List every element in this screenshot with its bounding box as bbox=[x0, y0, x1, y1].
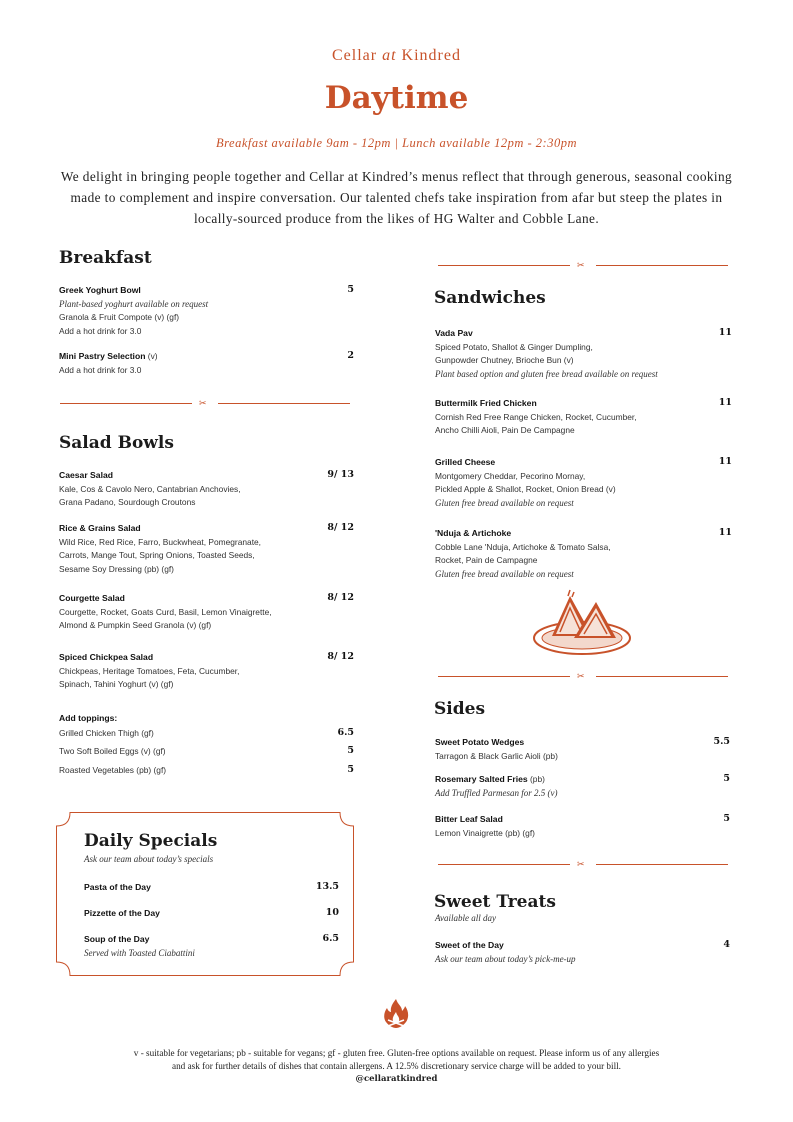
item-name: Sweet Potato Wedges bbox=[435, 737, 525, 747]
item-desc: Cornish Red Free Range Chicken, Rocket, Cucumber, bbox=[435, 411, 637, 422]
item-price: 6.5 bbox=[322, 933, 339, 944]
specials-subtitle: Ask our team about today’s specials bbox=[84, 854, 214, 864]
menu-item-mini-pastry bbox=[59, 350, 329, 377]
item-name: Vada Pav bbox=[435, 328, 473, 338]
item-price: 5.5 bbox=[713, 736, 730, 747]
section-divider bbox=[438, 671, 728, 681]
item-price: 5 bbox=[347, 745, 354, 756]
section-divider bbox=[438, 260, 728, 270]
item-name: Rosemary Salted Fries bbox=[435, 774, 528, 784]
item-note: Add Truffled Parmesan for 2.5 (v) bbox=[435, 787, 558, 798]
special-soup: Soup of the Day Served with Toasted Ciabattini bbox=[84, 934, 195, 958]
menu-item-bitter-leaf-salad bbox=[435, 813, 695, 840]
item-name: Bitter Leaf Salad bbox=[435, 814, 503, 824]
menu-item-rosemary-fries bbox=[435, 773, 695, 800]
item-note: Ask our team about today’s pick-me-up bbox=[435, 953, 576, 964]
item-name: Sweet of the Day bbox=[435, 940, 504, 950]
item-desc: Carrots, Mange Tout, Spring Onions, Toasted Seeds, bbox=[59, 550, 255, 560]
menu-item-buttermilk-chicken bbox=[435, 397, 715, 438]
item-desc: Granola & Fruit Compote (v) (gf) bbox=[59, 312, 180, 322]
scissors-icon: ✂ bbox=[577, 671, 585, 681]
flame-logo-icon bbox=[382, 998, 410, 1030]
item-desc: Courgette, Rocket, Goats Curd, Basil, Lemon Vinaigrette, bbox=[59, 606, 272, 617]
item-price: 5 bbox=[723, 813, 730, 824]
item-desc: Gunpowder Chutney, Brioche Bun (v) bbox=[435, 355, 574, 365]
intro-paragraph: We delight in bringing people together and Cellar at Kindred’s menus reflect that through generous, seasonal cooking made to complement and inspire conversation. Our talented chefs take inspiration from afar but steep the plates in locally-sourced produce from the likes of HG Walter and Cobble Lane. bbox=[60, 169, 733, 226]
item-desc: Ancho Chilli Aioli, Pain De Campagne bbox=[435, 425, 575, 435]
item-desc: Rocket, Pain de Campagne bbox=[435, 555, 538, 565]
item-desc: Lemon Vinaigrette (pb) (gf) bbox=[435, 827, 535, 838]
item-desc: Pickled Apple & Shallot, Rocket, Onion Bread (v) bbox=[435, 484, 616, 494]
item-price: 2 bbox=[347, 350, 354, 361]
sweet-title: Sweet Treats bbox=[434, 892, 556, 912]
item-price: 9/ 13 bbox=[327, 469, 354, 480]
topping-chicken: Grilled Chicken Thigh (gf) bbox=[59, 728, 154, 738]
special-pizzette: Pizzette of the Day bbox=[84, 908, 160, 918]
footer-allergy-line-2: and ask for further details of dishes that contain allergens. A 12.5% discretionary service charge will be added to your bill. bbox=[172, 1061, 621, 1071]
menu-item-greek-yoghurt bbox=[59, 284, 329, 338]
item-name: Spiced Chickpea Salad bbox=[59, 652, 154, 662]
item-desc: Add a hot drink for 3.0 bbox=[59, 325, 142, 336]
item-name: 'Nduja & Artichoke bbox=[435, 528, 512, 538]
item-price: 8/ 12 bbox=[327, 522, 354, 533]
sweet-subtitle: Available all day bbox=[435, 913, 496, 923]
item-desc: Sesame Soy Dressing (pb) (gf) bbox=[59, 563, 174, 574]
item-price: 8/ 12 bbox=[327, 651, 354, 662]
menu-item-nduja-artichoke bbox=[435, 527, 715, 581]
item-name: Mini Pastry Selection bbox=[59, 351, 146, 361]
footer-allergy-line-1: v - suitable for vegetarians; pb - suitable for vegans; gf - gluten free. Gluten-free options available on request. Please inform us of any allergies bbox=[133, 1048, 660, 1058]
item-note: Gluten free bread available on request bbox=[435, 497, 574, 508]
service-hours: Breakfast available 9am - 12pm | Lunch available 12pm - 2:30pm bbox=[215, 136, 577, 150]
item-desc: Cobble Lane 'Nduja, Artichoke & Tomato Salsa, bbox=[435, 541, 611, 552]
toppings-heading: Add toppings: bbox=[59, 713, 118, 723]
item-note: Plant based option and gluten free bread available on request bbox=[435, 368, 658, 379]
item-price: 11 bbox=[718, 397, 732, 408]
item-name: Courgette Salad bbox=[59, 593, 125, 603]
item-price: 11 bbox=[718, 527, 732, 538]
salad-title: Salad Bowls bbox=[59, 433, 174, 453]
scissors-icon: ✂ bbox=[577, 859, 585, 869]
brand-post: Kindred bbox=[401, 47, 461, 64]
item-note: Gluten free bread available on request bbox=[435, 568, 574, 579]
menu-item-grilled-cheese bbox=[435, 456, 715, 510]
item-tag: (v) bbox=[145, 351, 158, 361]
item-tag: (pb) bbox=[527, 774, 545, 784]
item-desc: Spinach, Tahini Yoghurt (v) (gf) bbox=[59, 679, 174, 689]
section-divider bbox=[60, 398, 350, 408]
brand-at: at bbox=[382, 47, 397, 64]
brand-name bbox=[0, 47, 793, 65]
scissors-icon: ✂ bbox=[577, 260, 585, 270]
topping-vegetables: Roasted Vegetables (pb) (gf) bbox=[59, 765, 167, 775]
item-price: 5 bbox=[347, 284, 354, 295]
menu-item-vada-pav bbox=[435, 327, 715, 381]
menu-item-sweet-potato-wedges bbox=[435, 736, 695, 763]
item-price: 5 bbox=[347, 764, 354, 775]
social-handle[interactable]: @cellaratkindred bbox=[355, 1074, 438, 1084]
item-desc: Montgomery Cheddar, Pecorino Mornay, bbox=[435, 470, 586, 481]
specials-title: Daily Specials bbox=[84, 831, 218, 851]
item-price: 4 bbox=[723, 939, 730, 950]
item-name: Rice & Grains Salad bbox=[59, 523, 141, 533]
brand-pre: Cellar bbox=[332, 47, 378, 64]
item-price: 8/ 12 bbox=[327, 592, 354, 603]
menu-item-caesar-salad bbox=[59, 469, 329, 510]
item-desc: Tarragon & Black Garlic Aioli (pb) bbox=[435, 750, 558, 761]
sandwich-illustration-icon bbox=[530, 588, 634, 660]
item-price: 5 bbox=[723, 773, 730, 784]
page-title: Daytime bbox=[324, 80, 469, 116]
item-price: 10 bbox=[325, 907, 339, 918]
item-desc: Kale, Cos & Cavolo Nero, Cantabrian Anchovies, bbox=[59, 483, 241, 494]
menu-item-spiced-chickpea-salad bbox=[59, 651, 339, 692]
footer bbox=[0, 1047, 793, 1086]
scissors-icon: ✂ bbox=[199, 398, 207, 408]
item-price: 13.5 bbox=[315, 881, 339, 892]
item-note: Plant-based yoghurt available on request bbox=[59, 298, 209, 309]
item-price: 11 bbox=[718, 327, 732, 338]
item-desc: Spiced Potato, Shallot & Ginger Dumpling, bbox=[435, 341, 593, 352]
item-name: Buttermilk Fried Chicken bbox=[435, 398, 537, 408]
item-desc: Chickpeas, Heritage Tomatoes, Feta, Cucumber, bbox=[59, 665, 240, 676]
menu-item-sweet-of-day bbox=[435, 939, 695, 966]
item-name: Caesar Salad bbox=[59, 470, 113, 480]
sandwiches-title: Sandwiches bbox=[434, 288, 546, 308]
item-desc: Wild Rice, Red Rice, Farro, Buckwheat, Pomegranate, bbox=[59, 536, 262, 547]
sides-title: Sides bbox=[434, 699, 486, 719]
item-price: 6.5 bbox=[337, 727, 354, 738]
item-name: Greek Yoghurt Bowl bbox=[59, 285, 141, 295]
special-pasta: Pasta of the Day bbox=[84, 882, 151, 892]
item-desc: Almond & Pumpkin Seed Granola (v) (gf) bbox=[59, 620, 212, 630]
topping-eggs: Two Soft Boiled Eggs (v) (gf) bbox=[59, 746, 166, 756]
menu-item-rice-grains-salad bbox=[59, 522, 339, 576]
item-price: 11 bbox=[718, 456, 732, 467]
item-desc: Add a hot drink for 3.0 bbox=[59, 364, 142, 375]
breakfast-title: Breakfast bbox=[59, 248, 152, 268]
item-desc: Grana Padano, Sourdough Croutons bbox=[59, 497, 196, 507]
section-divider bbox=[438, 859, 728, 869]
menu-item-courgette-salad bbox=[59, 592, 339, 633]
item-name: Grilled Cheese bbox=[435, 457, 496, 467]
